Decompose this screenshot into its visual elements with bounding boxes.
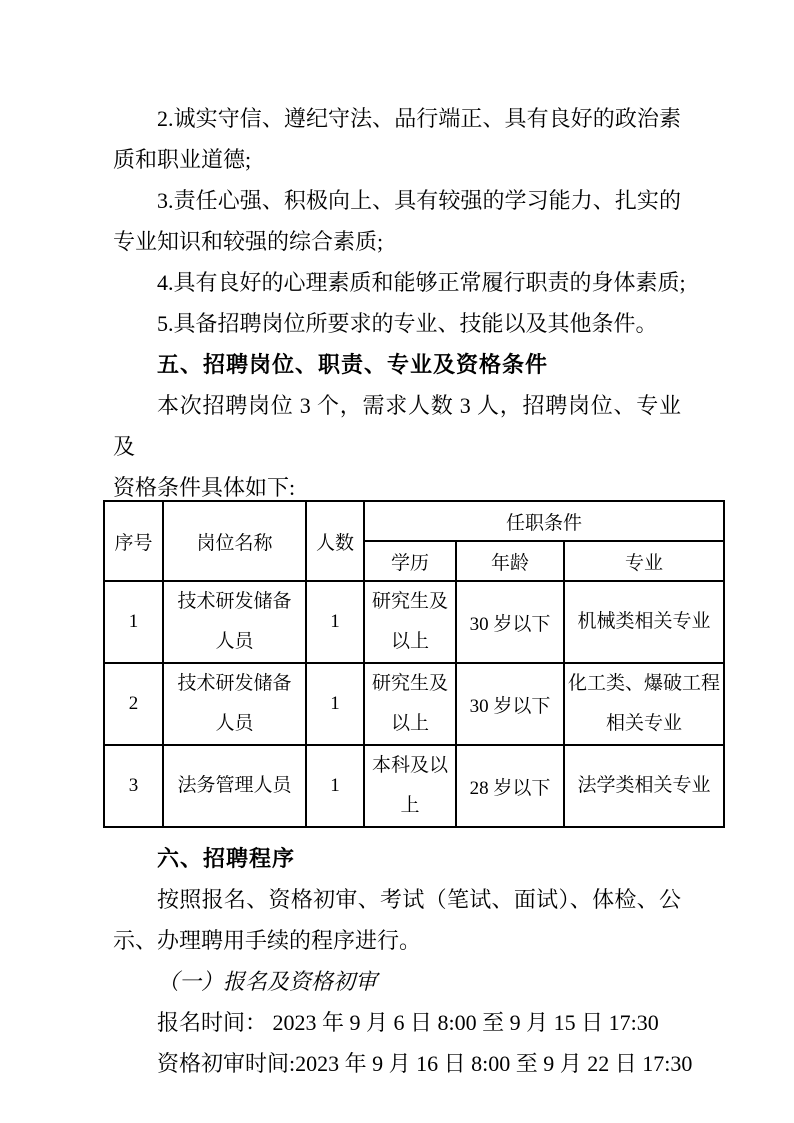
cell-education-line: 以上 xyxy=(390,713,429,734)
section-heading-6-text: 六、招聘程序 xyxy=(157,846,296,871)
cell-post-line: 技术研发储备 xyxy=(177,591,292,612)
signup-time-line xyxy=(113,1002,681,1043)
header-cell-age: 年龄 xyxy=(456,541,564,581)
cell-major xyxy=(564,663,724,745)
section-heading-5-text: 五、招聘岗位、职责、专业及资格条件 xyxy=(157,352,549,377)
cell-post-line: 人员 xyxy=(215,713,254,734)
cell-seq: 2 xyxy=(104,663,163,745)
procedure-line-2: 示、办理聘用手续的程序进行。 xyxy=(113,928,422,953)
cell-count: 1 xyxy=(306,745,364,827)
subsection-heading-1-text: （一）报名及资格初审 xyxy=(157,969,378,994)
table-row xyxy=(104,581,724,663)
review-time-text: 资格初审时间:2023 年 9 月 16 日 8:00 至 9 月 22 日 17:30 xyxy=(157,1051,693,1076)
section-heading-5 xyxy=(113,344,681,385)
intro-line-2: 资格条件具体如下: xyxy=(113,475,296,500)
cell-post-line: 人员 xyxy=(215,631,254,652)
positions-table xyxy=(103,500,725,828)
cell-education-line: 研究生及 xyxy=(371,673,448,694)
signup-time-text: 报名时间： 2023 年 9 月 6 日 8:00 至 9 月 15 日 17:30 xyxy=(157,1010,659,1035)
cell-age: 30 岁以下 xyxy=(456,581,564,663)
list-item-3-line-2: 专业知识和较强的综合素质; xyxy=(113,229,384,254)
cell-education-line: 本科及以 xyxy=(371,755,448,776)
list-item-4-line-1: 4.具有良好的心理素质和能够正常履行职责的身体素质; xyxy=(157,270,686,295)
cell-seq: 3 xyxy=(104,745,163,827)
header-cell-conditions: 任职条件 xyxy=(364,501,724,541)
cell-post-line: 法务管理人员 xyxy=(177,775,292,796)
cell-seq: 1 xyxy=(104,581,163,663)
list-item-2 xyxy=(113,98,681,180)
procedure-paragraph xyxy=(113,879,681,961)
cell-major xyxy=(564,745,724,827)
cell-education xyxy=(364,745,456,827)
list-item-3-line-1: 3.责任心强、积极向上、具有较强的学习能力、扎实的 xyxy=(157,188,681,213)
list-item-3 xyxy=(113,180,681,262)
list-item-5-line-1: 5.具备招聘岗位所要求的专业、技能以及其他条件。 xyxy=(157,311,658,336)
document-body xyxy=(113,98,721,1084)
cell-count: 1 xyxy=(306,581,364,663)
header-cell-seq: 序号 xyxy=(104,501,163,581)
procedure-line-1: 按照报名、资格初审、考试（笔试、面试）、体检、公 xyxy=(157,887,681,912)
cell-post xyxy=(163,663,306,745)
cell-post xyxy=(163,581,306,663)
cell-education-line: 上 xyxy=(400,795,420,816)
review-time-line xyxy=(113,1043,693,1084)
cell-age: 28 岁以下 xyxy=(456,745,564,827)
header-cell-count: 人数 xyxy=(306,501,364,581)
intro-paragraph xyxy=(113,385,681,508)
header-cell-education: 学历 xyxy=(364,541,456,581)
cell-age: 30 岁以下 xyxy=(456,663,564,745)
cell-major-line: 机械类相关专业 xyxy=(577,611,711,632)
section-heading-6 xyxy=(113,838,681,879)
cell-major-line: 相关专业 xyxy=(606,713,683,734)
table-row xyxy=(104,745,724,827)
cell-count: 1 xyxy=(306,663,364,745)
header-cell-post: 岗位名称 xyxy=(163,501,306,581)
intro-line-1: 本次招聘岗位 3 个，需求人数 3 人，招聘岗位、专业及 xyxy=(113,393,681,459)
subsection-heading-1 xyxy=(113,961,681,1002)
list-item-2-line-1: 2.诚实守信、遵纪守法、品行端正、具有良好的政治素 xyxy=(157,106,681,131)
list-item-4 xyxy=(113,262,686,303)
cell-education xyxy=(364,663,456,745)
table-row xyxy=(104,663,724,745)
list-item-5 xyxy=(113,303,681,344)
cell-post-line: 技术研发储备 xyxy=(177,673,292,694)
header-cell-major: 专业 xyxy=(564,541,724,581)
cell-education xyxy=(364,581,456,663)
cell-major xyxy=(564,581,724,663)
list-item-2-line-2: 质和职业道德; xyxy=(113,147,252,172)
cell-major-line: 化工类、爆破工程 xyxy=(568,673,721,694)
cell-post xyxy=(163,745,306,827)
cell-education-line: 研究生及 xyxy=(371,591,448,612)
cell-major-line: 法学类相关专业 xyxy=(577,775,711,796)
cell-education-line: 以上 xyxy=(390,631,429,652)
